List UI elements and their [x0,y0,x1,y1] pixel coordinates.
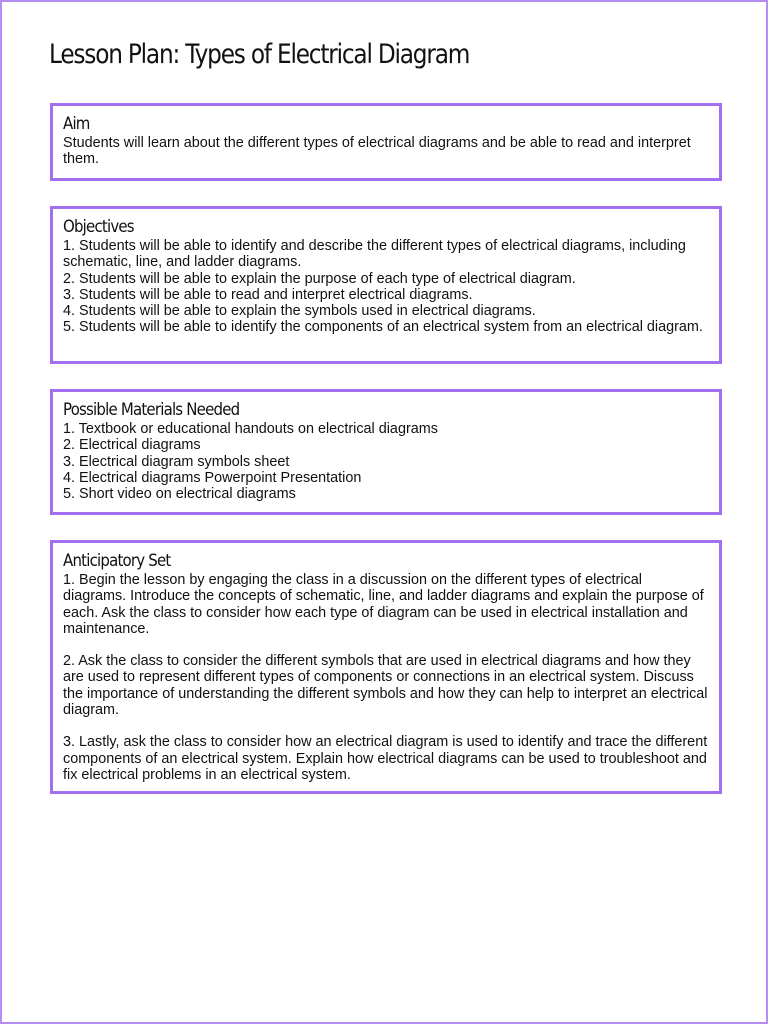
objective-item: 4. Students will be able to explain the symbols used in electrical diagrams. [63,303,536,320]
anticipatory-paragraph: 3. Lastly, ask the class to consider how an electrical diagram is used to identify and trace the different components of an electrical system. Explain how electrical diagrams can be used to troubleshoot and fix electrical problems in an electrical system. [63,734,708,783]
objective-item: 1. Students will be able to identify and describe the different types of electrical diagrams, including schematic, line, and ladder diagrams. [63,238,686,271]
material-item: 3. Electrical diagram symbols sheet [63,453,290,470]
material-item: 1. Textbook or educational handouts on electrical diagrams [63,421,438,437]
objective-item: 3. Students will be able to read and interpret electrical diagrams. [63,286,473,303]
objectives-heading: Objectives [63,217,134,237]
material-item: 5. Short video on electrical diagrams [63,486,296,503]
aim-section [50,103,722,181]
page-title: Lesson Plan: Types of Electrical Diagram [49,39,470,70]
anticipatory-paragraph: 1. Begin the lesson by engaging the class in a discussion on the different types of electrical diagrams. Introduce the concepts of schematic, line, and ladder diagrams and explain the purpose of each. Ask the class to consider how each type of diagram can be used in electrical installation and maintenance. [63,572,704,637]
anticipatory-paragraph: 2. Ask the class to consider the different symbols that are used in electrical diagrams and how they are used to represent different types of components or connections in an electrical system. Discuss the importance of understanding the different symbols and how they can help to interpret an electrical diagram. [63,653,708,719]
material-item: 2. Electrical diagrams [63,437,201,454]
objectives-list [63,238,709,336]
aim-heading: Aim [63,114,90,134]
materials-section [50,389,722,515]
anticipatory-set-section [50,540,722,794]
material-item: 4. Electrical diagrams Powerpoint Presentation [63,469,362,486]
aim-text: Students will learn about the different types of electrical diagrams and be able to read and interpret them. [63,135,691,168]
objective-item: 2. Students will be able to explain the purpose of each type of electrical diagram. [63,270,576,287]
objectives-section [50,206,722,364]
materials-heading: Possible Materials Needed [63,400,240,420]
anticipatory-set-body [63,572,709,783]
anticipatory-set-heading: Anticipatory Set [63,551,171,571]
objective-item: 5. Students will be able to identify the components of an electrical system from an electrical diagram. [63,319,703,336]
materials-list [63,421,709,502]
